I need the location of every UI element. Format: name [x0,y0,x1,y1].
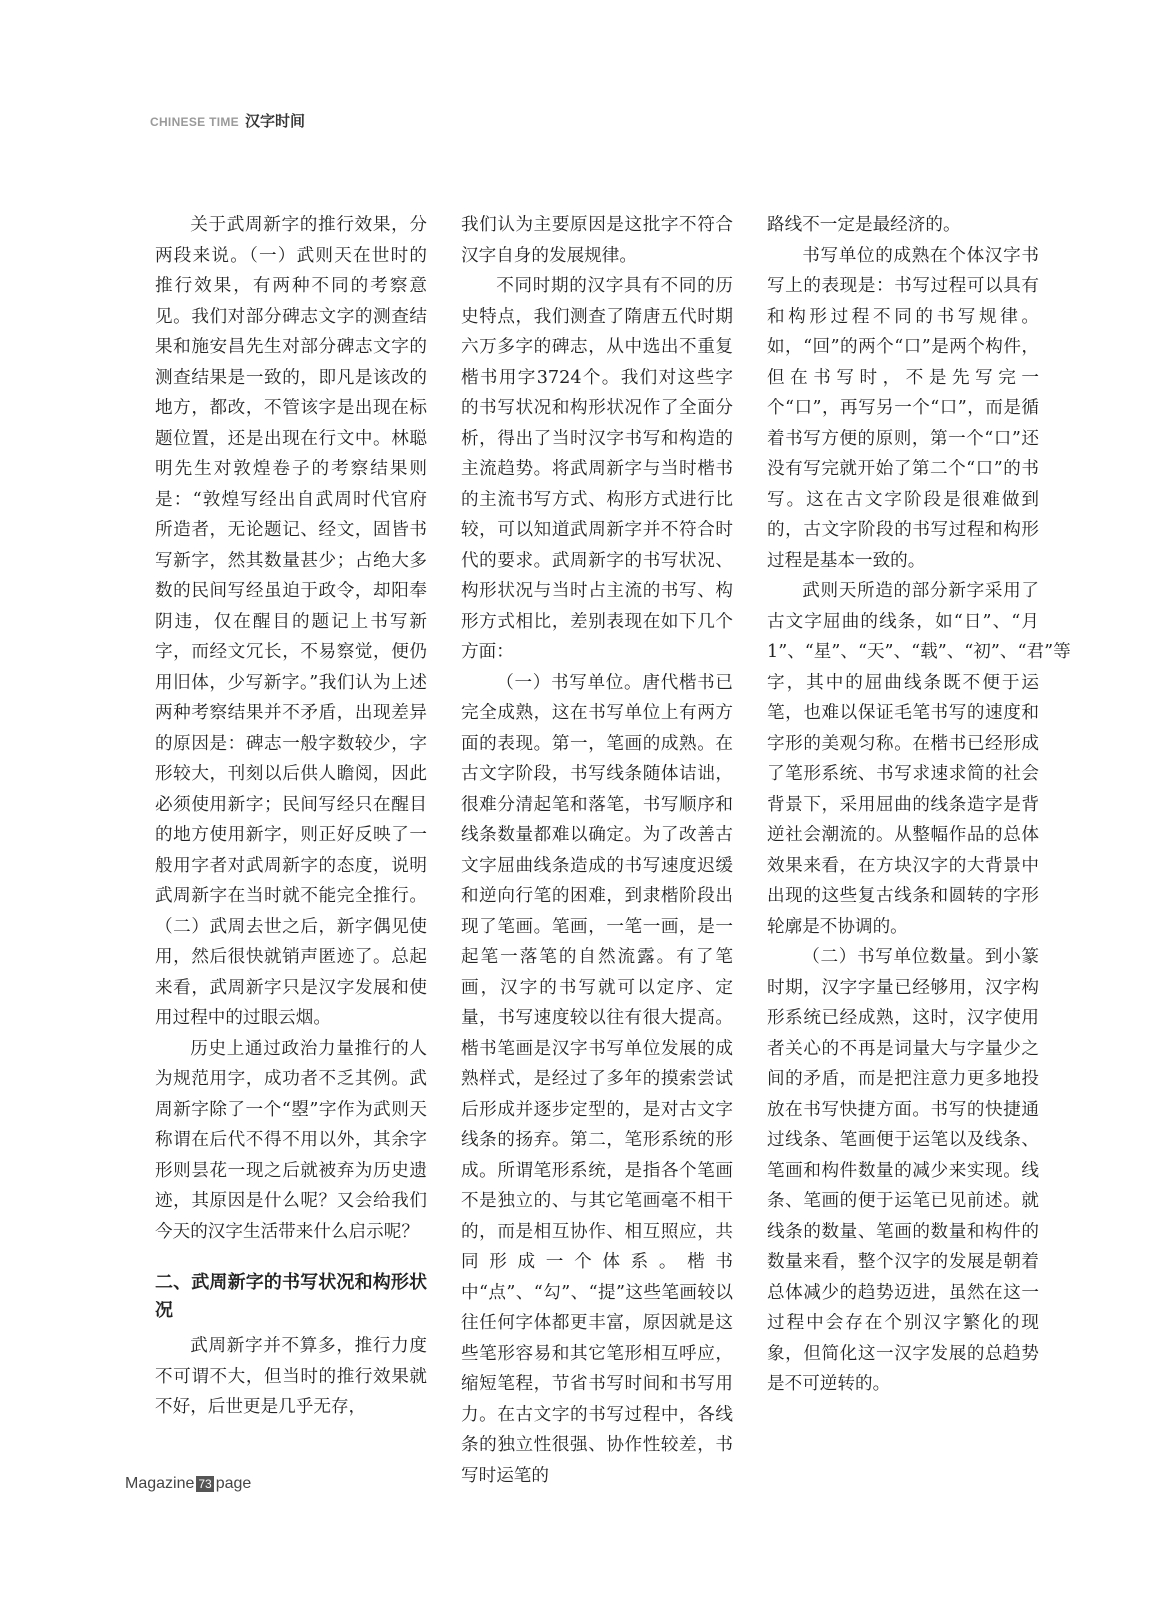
header-chinese: 汉字时间 [244,112,305,130]
page-number: 73 [198,1477,212,1491]
paragraph: 武则天所造的部分新字采用了古文字屈曲的线条，如“日”、“月1”、“星”、“天”、“载”、“初”、“君”等字，其中的屈曲线条既不便于运笔，也难以保证毛笔书写的速度和字形的美观匀称。在楷书已经形成了笔形系统、书写求速求简的社会背景下，采用屈曲的线条造字是背逆社会潮流的。从整幅作品的总体效果来看，在方块汉字的大背景中出现的这些复古线条和圆转的字形轮廓是不协调的。 [767,581,1071,937]
section-heading: 二、武周新字的书写状况和构形状况 [155,1272,427,1321]
footer-magazine: Magazine [125,1475,195,1492]
running-header [150,110,305,131]
footer-page: page [215,1475,252,1492]
header-english: CHINESE TIME [150,115,239,129]
paragraph: （一）书写单位。唐代楷书已完全成熟，这在书写单位上有两方面的表现。第一，笔画的成熟。在古文字阶段，书写线条随体诘诎，很难分清起笔和落笔，书写顺序和线条数量都难以确定。为了改善古文字屈曲线条造成的书写速度迟缓和逆向行笔的困难，到隶楷阶段出现了笔画。笔画，一笔一画，是一起笔一落笔的自然流露。有了笔画，汉字的书写就可以定序、定量，书写速度较以往有很大提高。楷书笔画是汉字书写单位发展的成熟样式，是经过了多年的摸索尝试后形成并逐步定型的，是对古文字线条的扬弃。第二，笔形系统的形成。所谓笔形系统，是指各个笔画不是独立的、与其它笔画毫不相干的，而是相互协作、相互照应，共同形成一个体系。楷书中“点”、“勾”、“提”这些笔画较以往任何字体都更丰富，原因就是这些笔形容易和其它笔形相互呼应，缩短笔程，节省书写时间和书写用力。在古文字的书写过程中，各线条的独立性很强、协作性较差，书写时运笔的 [461,672,733,1486]
paragraph: 不同时期的汉字具有不同的历史特点，我们测查了隋唐五代时期六万多字的碑志，从中选出不重复楷书用字3724个。我们对这些字的书写状况和构形状况作了全面分析，得出了当时汉字书写和构造的主流趋势。将武周新字与当时楷书的主流书写方式、构形方式进行比较，可以知道武周新字并不符合时代的要求。武周新字的书写状况、构形状况与当时占主流的书写、构形方式相比，差别表现在如下几个方面： [461,276,733,662]
paragraph: 路线不一定是最经济的。 [767,215,961,235]
column-3 [767,210,1071,1400]
page-footer [125,1475,251,1493]
paragraph: （二）书写单位数量。到小篆时期，汉字字量已经够用，汉字构形系统已经成熟，这时，汉字使用者关心的不再是词量大与字量少之间的矛盾，而是把注意力更多地投放在书写快捷方面。书写的快捷通过线条、笔画便于运笔以及线条、笔画和构件数量的减少来实现。线条、笔画的便于运笔已见前述。就线条的数量、笔画的数量和构件的数量来看，整个汉字的发展是朝着总体减少的趋势迈进，虽然在这一过程中会存在个别汉字繁化的现象，但简化这一汉字发展的总趋势是不可逆转的。 [767,947,1039,1394]
paragraph: 武周新字并不算多，推行力度不可谓不大，但当时的推行效果就不好，后世更是几乎无存， [155,1336,427,1417]
column-1 [155,210,427,1423]
paragraph: 我们认为主要原因是这批字不符合汉字自身的发展规律。 [461,215,733,266]
column-2 [461,210,733,1491]
paragraph: 历史上通过政治力量推行的人为规范用字，成功者不乏其例。武周新字除了一个“曌”字作为武则天称谓在后代不得不用以外，其余字形则昙花一现之后就被弃为历史遗迹，其原因是什么呢？又会给我们今天的汉字生活带来什么启示呢？ [155,1038,427,1242]
paragraph: 关于武周新字的推行效果，分两段来说。（一）武则天在世时的推行效果，有两种不同的考察意见。我们对部分碑志文字的测查结果和施安昌先生对部分碑志文字的测查结果是一致的，即凡是该改的地方，都改，不管该字是出现在标题位置，还是出现在行文中。林聪明先生对敦煌卷子的考察结果则是：“敦煌写经出自武周时代官府所造者，无论题记、经文，固皆书写新字，然其数量甚少；占绝大多数的民间写经虽迫于政令，却阳奉阴违，仅在醒目的题记上书写新字，而经文冗长，不易察觉，便仍用旧体，少写新字。”我们认为上述两种考察结果并不矛盾，出现差异的原因是：碑志一般字数较少，字形较大，刊刻以后供人瞻阅，因此必须使用新字；民间写经只在醒目的地方使用新字，则正好反映了一般用字者对武周新字的态度，说明武周新字在当时就不能完全推行。（二）武周去世之后，新字偶见使用，然后很快就销声匿迹了。总起来看，武周新字只是汉字发展和使用过程中的过眼云烟。 [155,215,427,1028]
paragraph: 书写单位的成熟在个体汉字书写上的表现是：书写过程可以具有和构形过程不同的书写规律。如，“回”的两个“口”是两个构件，但在书写时，不是先写完一个“口”，再写另一个“口”，而是循着书写方便的原则，第一个“口”还没有写完就开始了第二个“口”的书写。这在古文字阶段是很难做到的，古文字阶段的书写过程和构形过程是基本一致的。 [767,245,1039,571]
